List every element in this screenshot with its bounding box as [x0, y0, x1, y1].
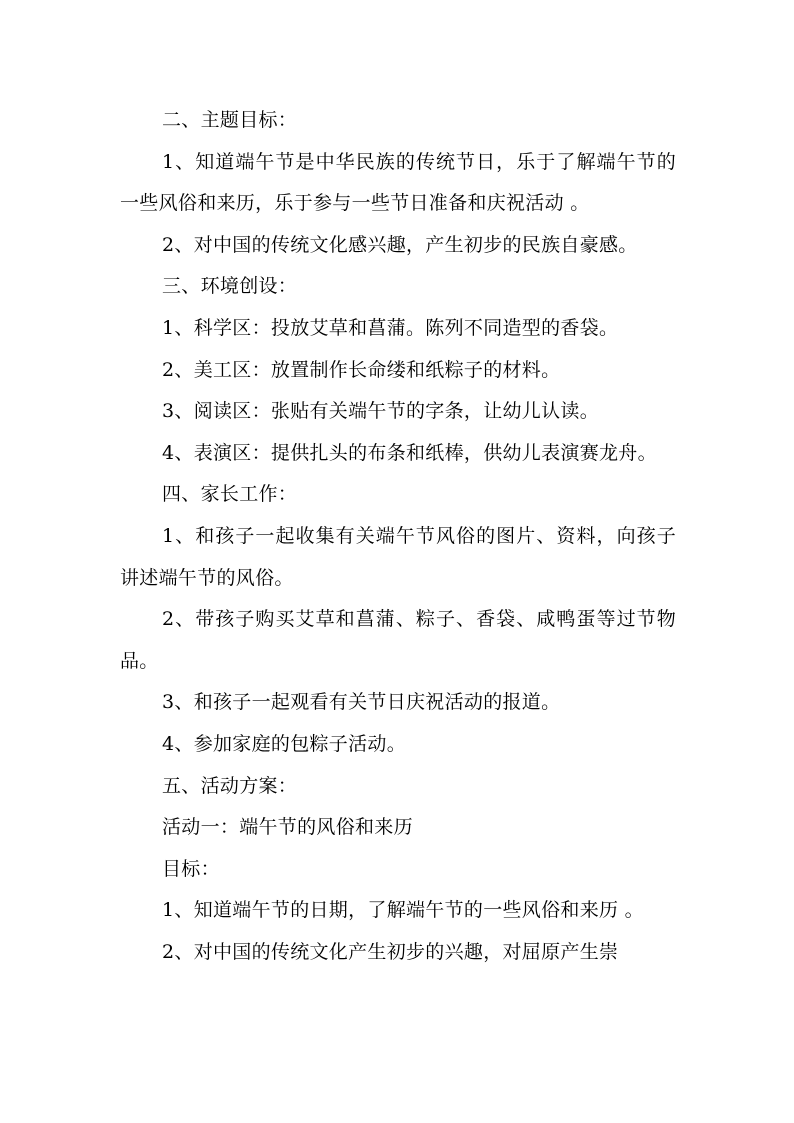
section-heading-environment: 三、环境创设： — [162, 275, 298, 298]
activity-goal-2: 2、对中国的传统文化产生初步的兴趣，对屈原产生崇 — [162, 940, 619, 963]
parent-item-3: 3、和孩子一起观看有关节日庆祝活动的报道。 — [162, 691, 561, 714]
environment-item-reading: 3、阅读区：张贴有关端午节的字条，让幼儿认读。 — [162, 400, 599, 423]
activity-goals-label: 目标： — [162, 857, 220, 880]
section-heading-parents: 四、家长工作： — [162, 483, 298, 506]
parent-item-1: 1、和孩子一起收集有关端午节风俗的图片、资料，向孩子讲述端午节的风俗。 — [120, 524, 676, 589]
document-body — [120, 100, 676, 973]
environment-item-performance: 4、表演区：提供扎头的布条和纸棒，供幼儿表演赛龙舟。 — [162, 441, 657, 464]
environment-item-science: 1、科学区：投放艾草和菖蒲。陈列不同造型的香袋。 — [162, 316, 619, 339]
parent-item-4: 4、参加家庭的包粽子活动。 — [162, 732, 406, 755]
goal-item-2: 2、对中国的传统文化感兴趣，产生初步的民族自豪感。 — [162, 233, 638, 256]
section-heading-plan: 五、活动方案： — [162, 774, 298, 797]
goal-item-1: 1、知道端午节是中华民族的传统节日，乐于了解端午节的一些风俗和来历，乐于参与一些节日准备和庆祝活动 。 — [120, 150, 676, 215]
section-heading-goals: 二、主题目标： — [162, 109, 298, 131]
environment-item-art: 2、美工区：放置制作长命缕和纸粽子的材料。 — [162, 358, 561, 381]
activity-title: 活动一：端午节的风俗和来历 — [162, 816, 413, 839]
parent-item-2: 2、带孩子购买艾草和菖蒲、粽子、香袋、咸鸭蛋等过节物品。 — [120, 608, 676, 672]
activity-goal-1: 1、知道端午节的日期，了解端午节的一些风俗和来历 。 — [162, 899, 644, 922]
